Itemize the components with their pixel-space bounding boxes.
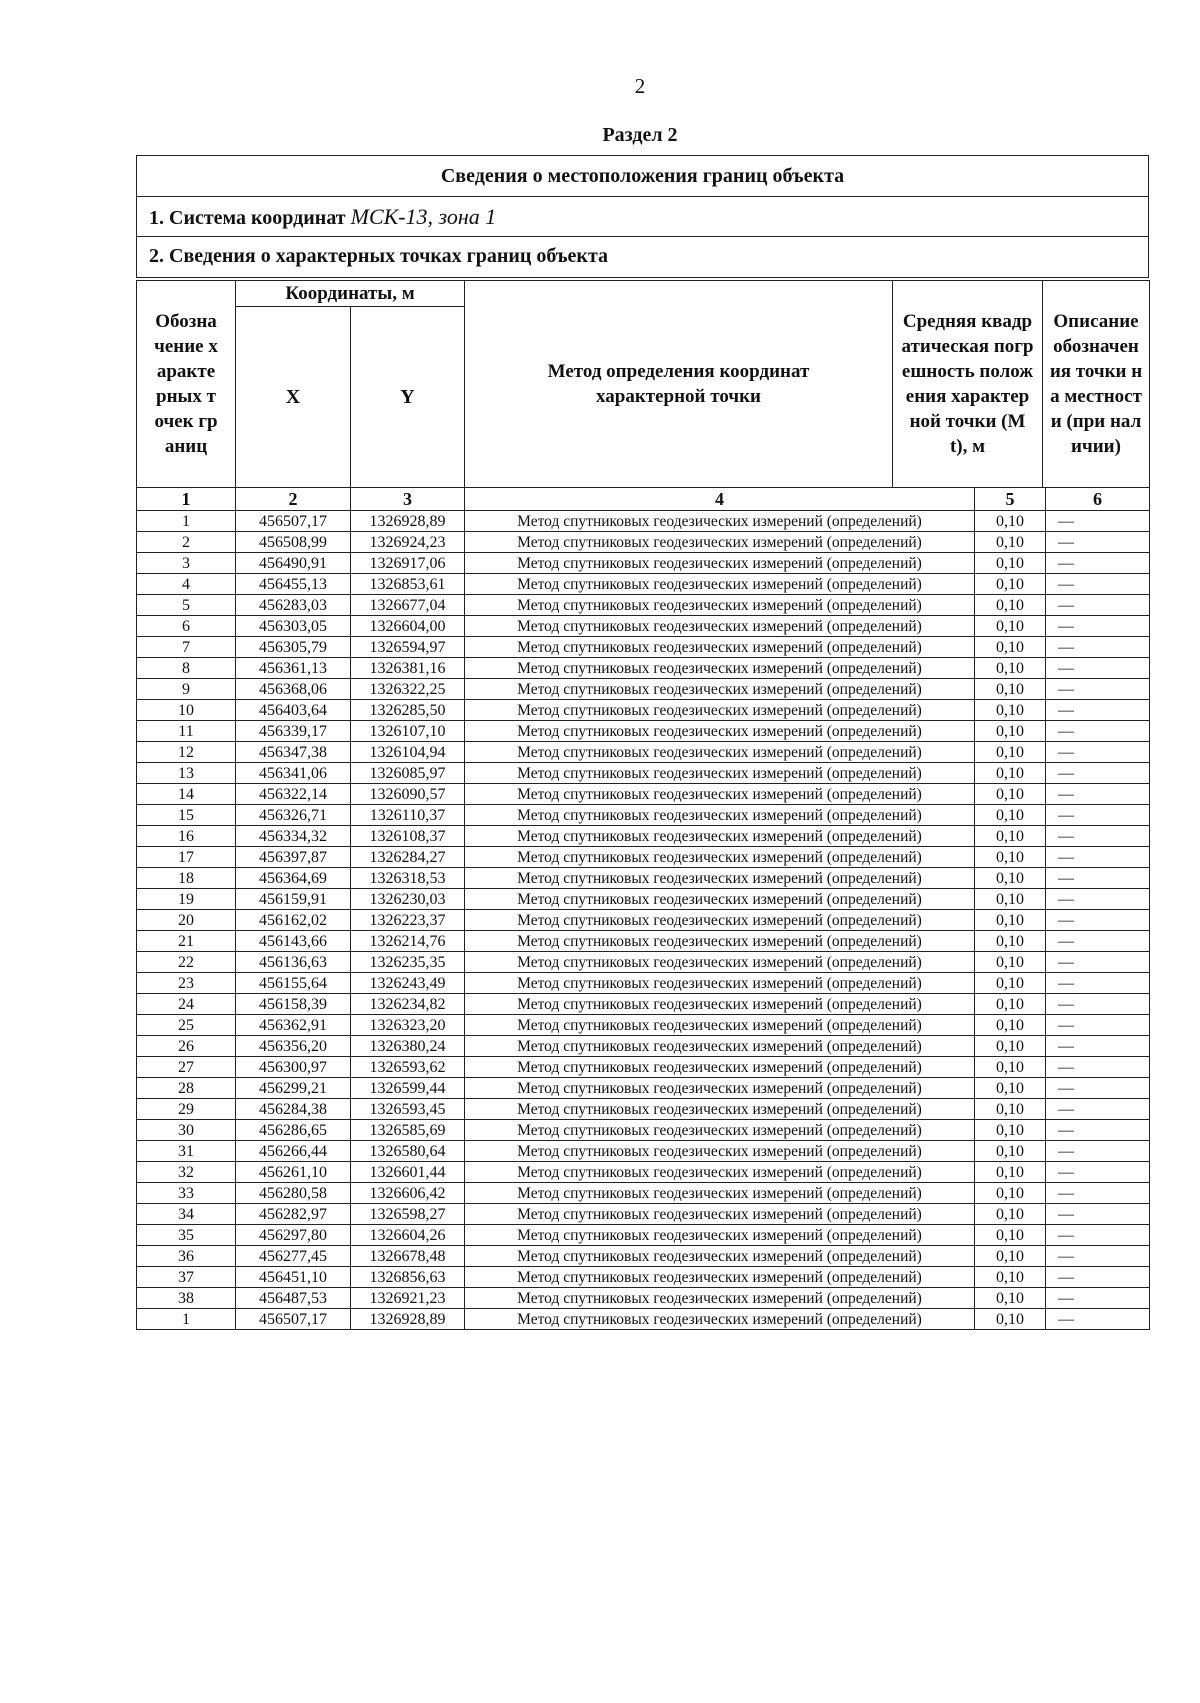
point-number: 15 bbox=[137, 805, 236, 826]
point-number: 13 bbox=[137, 763, 236, 784]
point-number: 14 bbox=[137, 784, 236, 805]
point-description: — bbox=[1046, 574, 1150, 595]
point-description: — bbox=[1046, 1057, 1150, 1078]
point-error: 0,10 bbox=[975, 847, 1046, 868]
point-method: Метод спутниковых геодезических измерений (определений) bbox=[465, 973, 975, 994]
point-y: 1326678,48 bbox=[351, 1246, 465, 1267]
point-method: Метод спутниковых геодезических измерений (определений) bbox=[465, 1204, 975, 1225]
table-row bbox=[137, 784, 1150, 805]
point-error: 0,10 bbox=[975, 532, 1046, 553]
point-description: — bbox=[1046, 679, 1150, 700]
point-number: 26 bbox=[137, 1036, 236, 1057]
table-row bbox=[137, 1162, 1150, 1183]
point-y: 1326593,45 bbox=[351, 1099, 465, 1120]
table-row bbox=[137, 847, 1150, 868]
point-method: Метод спутниковых геодезических измерений (определений) bbox=[465, 679, 975, 700]
point-error: 0,10 bbox=[975, 511, 1046, 532]
table-row bbox=[137, 1183, 1150, 1204]
point-x: 456284,38 bbox=[236, 1099, 351, 1120]
point-error: 0,10 bbox=[975, 1036, 1046, 1057]
table-row bbox=[137, 700, 1150, 721]
point-error: 0,10 bbox=[975, 553, 1046, 574]
point-y: 1326599,44 bbox=[351, 1078, 465, 1099]
point-error: 0,10 bbox=[975, 1015, 1046, 1036]
point-number: 2 bbox=[137, 532, 236, 553]
points-table-header bbox=[136, 280, 1150, 488]
point-x: 456299,21 bbox=[236, 1078, 351, 1099]
point-y: 1326853,61 bbox=[351, 574, 465, 595]
point-method: Метод спутниковых геодезических измерений (определений) bbox=[465, 1162, 975, 1183]
point-y: 1326214,76 bbox=[351, 931, 465, 952]
point-description: — bbox=[1046, 616, 1150, 637]
coordinate-system-value: МСК-13, зона 1 bbox=[350, 204, 497, 229]
point-number: 1 bbox=[137, 511, 236, 532]
point-description: — bbox=[1046, 889, 1150, 910]
point-method: Метод спутниковых геодезических измерений (определений) bbox=[465, 952, 975, 973]
point-x: 456143,66 bbox=[236, 931, 351, 952]
point-y: 1326323,20 bbox=[351, 1015, 465, 1036]
point-method: Метод спутниковых геодезических измерений (определений) bbox=[465, 1099, 975, 1120]
col-number: 4 bbox=[465, 488, 975, 511]
point-method: Метод спутниковых геодезических измерений (определений) bbox=[465, 910, 975, 931]
point-error: 0,10 bbox=[975, 1120, 1046, 1141]
point-y: 1326606,42 bbox=[351, 1183, 465, 1204]
point-description: — bbox=[1046, 805, 1150, 826]
section-title: Раздел 2 bbox=[602, 124, 678, 146]
point-description: — bbox=[1046, 973, 1150, 994]
point-y: 1326235,35 bbox=[351, 952, 465, 973]
point-x: 456490,91 bbox=[236, 553, 351, 574]
point-method: Метод спутниковых геодезических измерений (определений) bbox=[465, 721, 975, 742]
point-error: 0,10 bbox=[975, 574, 1046, 595]
point-error: 0,10 bbox=[975, 679, 1046, 700]
table-row bbox=[137, 1246, 1150, 1267]
point-number: 12 bbox=[137, 742, 236, 763]
point-error: 0,10 bbox=[975, 1099, 1046, 1120]
point-description: — bbox=[1046, 721, 1150, 742]
point-number: 16 bbox=[137, 826, 236, 847]
point-x: 456507,17 bbox=[236, 1309, 351, 1330]
point-error: 0,10 bbox=[975, 1204, 1046, 1225]
point-x: 456303,05 bbox=[236, 616, 351, 637]
table-row bbox=[137, 952, 1150, 973]
point-error: 0,10 bbox=[975, 595, 1046, 616]
point-x: 456300,97 bbox=[236, 1057, 351, 1078]
point-method: Метод спутниковых геодезических измерений (определений) bbox=[465, 637, 975, 658]
point-x: 456368,06 bbox=[236, 679, 351, 700]
table-row bbox=[137, 1078, 1150, 1099]
point-description: — bbox=[1046, 1225, 1150, 1246]
point-x: 456297,80 bbox=[236, 1225, 351, 1246]
point-method: Метод спутниковых геодезических измерений (определений) bbox=[465, 700, 975, 721]
point-x: 456451,10 bbox=[236, 1267, 351, 1288]
col-number: 1 bbox=[137, 488, 236, 511]
point-x: 456266,44 bbox=[236, 1141, 351, 1162]
table-row bbox=[137, 931, 1150, 952]
point-method: Метод спутниковых геодезических измерений (определений) bbox=[465, 994, 975, 1015]
point-number: 35 bbox=[137, 1225, 236, 1246]
boundary-info-frame bbox=[136, 155, 1149, 278]
point-x: 456286,65 bbox=[236, 1120, 351, 1141]
point-description: — bbox=[1046, 1267, 1150, 1288]
point-error: 0,10 bbox=[975, 742, 1046, 763]
point-error: 0,10 bbox=[975, 1078, 1046, 1099]
point-method: Метод спутниковых геодезических измерений (определений) bbox=[465, 1267, 975, 1288]
point-number: 19 bbox=[137, 889, 236, 910]
point-y: 1326917,06 bbox=[351, 553, 465, 574]
table-row bbox=[137, 532, 1150, 553]
point-error: 0,10 bbox=[975, 721, 1046, 742]
point-y: 1326381,16 bbox=[351, 658, 465, 679]
point-description: — bbox=[1046, 742, 1150, 763]
point-x: 456361,13 bbox=[236, 658, 351, 679]
point-y: 1326604,26 bbox=[351, 1225, 465, 1246]
point-number: 20 bbox=[137, 910, 236, 931]
point-number: 9 bbox=[137, 679, 236, 700]
point-description: — bbox=[1046, 1036, 1150, 1057]
point-description: — bbox=[1046, 532, 1150, 553]
point-description: — bbox=[1046, 784, 1150, 805]
point-x: 456282,97 bbox=[236, 1204, 351, 1225]
table-row bbox=[137, 889, 1150, 910]
point-description: — bbox=[1046, 952, 1150, 973]
table-row bbox=[137, 1288, 1150, 1309]
col-number: 2 bbox=[236, 488, 351, 511]
point-error: 0,10 bbox=[975, 973, 1046, 994]
point-error: 0,10 bbox=[975, 889, 1046, 910]
table-row bbox=[137, 1309, 1150, 1330]
point-description: — bbox=[1046, 700, 1150, 721]
point-y: 1326677,04 bbox=[351, 595, 465, 616]
table-row bbox=[137, 1057, 1150, 1078]
point-method: Метод спутниковых геодезических измерений (определений) bbox=[465, 658, 975, 679]
table-row bbox=[137, 679, 1150, 700]
point-error: 0,10 bbox=[975, 868, 1046, 889]
table-row bbox=[137, 1141, 1150, 1162]
point-description: — bbox=[1046, 763, 1150, 784]
point-description: — bbox=[1046, 994, 1150, 1015]
point-method: Метод спутниковых геодезических измерений (определений) bbox=[465, 574, 975, 595]
table-row bbox=[137, 910, 1150, 931]
table-row bbox=[137, 637, 1150, 658]
point-number: 25 bbox=[137, 1015, 236, 1036]
point-y: 1326090,57 bbox=[351, 784, 465, 805]
col-number: 6 bbox=[1046, 488, 1150, 511]
point-description: — bbox=[1046, 1078, 1150, 1099]
point-y: 1326284,27 bbox=[351, 847, 465, 868]
point-error: 0,10 bbox=[975, 1267, 1046, 1288]
point-y: 1326318,53 bbox=[351, 868, 465, 889]
point-y: 1326928,89 bbox=[351, 511, 465, 532]
point-method: Метод спутниковых геодезических измерений (определений) bbox=[465, 1057, 975, 1078]
point-method: Метод спутниковых геодезических измерений (определений) bbox=[465, 1183, 975, 1204]
point-number: 4 bbox=[137, 574, 236, 595]
point-method: Метод спутниковых геодезических измерений (определений) bbox=[465, 931, 975, 952]
point-description: — bbox=[1046, 826, 1150, 847]
table-row bbox=[137, 574, 1150, 595]
point-x: 456397,87 bbox=[236, 847, 351, 868]
point-method: Метод спутниковых геодезических измерений (определений) bbox=[465, 595, 975, 616]
point-x: 456487,53 bbox=[236, 1288, 351, 1309]
point-description: — bbox=[1046, 1120, 1150, 1141]
point-error: 0,10 bbox=[975, 1057, 1046, 1078]
point-method: Метод спутниковых геодезических измерений (определений) bbox=[465, 847, 975, 868]
header-x: X bbox=[236, 307, 351, 488]
point-error: 0,10 bbox=[975, 910, 1046, 931]
point-error: 0,10 bbox=[975, 931, 1046, 952]
point-method: Метод спутниковых геодезических измерений (определений) bbox=[465, 1246, 975, 1267]
point-number: 8 bbox=[137, 658, 236, 679]
point-y: 1326604,00 bbox=[351, 616, 465, 637]
point-method: Метод спутниковых геодезических измерений (определений) bbox=[465, 742, 975, 763]
table-row bbox=[137, 595, 1150, 616]
table-row bbox=[137, 1015, 1150, 1036]
table-row bbox=[137, 805, 1150, 826]
point-number: 1 bbox=[137, 1309, 236, 1330]
point-y: 1326285,50 bbox=[351, 700, 465, 721]
point-y: 1326104,94 bbox=[351, 742, 465, 763]
point-y: 1326107,10 bbox=[351, 721, 465, 742]
point-error: 0,10 bbox=[975, 1141, 1046, 1162]
point-x: 456305,79 bbox=[236, 637, 351, 658]
point-x: 456283,03 bbox=[236, 595, 351, 616]
point-error: 0,10 bbox=[975, 826, 1046, 847]
point-description: — bbox=[1046, 1246, 1150, 1267]
point-x: 456364,69 bbox=[236, 868, 351, 889]
point-number: 11 bbox=[137, 721, 236, 742]
point-error: 0,10 bbox=[975, 1183, 1046, 1204]
table-row bbox=[137, 973, 1150, 994]
point-description: — bbox=[1046, 1141, 1150, 1162]
point-x: 456326,71 bbox=[236, 805, 351, 826]
point-x: 456403,64 bbox=[236, 700, 351, 721]
table-row bbox=[137, 616, 1150, 637]
point-method: Метод спутниковых геодезических измерений (определений) bbox=[465, 1078, 975, 1099]
point-y: 1326593,62 bbox=[351, 1057, 465, 1078]
point-description: — bbox=[1046, 1015, 1150, 1036]
point-error: 0,10 bbox=[975, 1162, 1046, 1183]
table-row bbox=[137, 1036, 1150, 1057]
point-x: 456507,17 bbox=[236, 511, 351, 532]
point-y: 1326223,37 bbox=[351, 910, 465, 931]
point-y: 1326924,23 bbox=[351, 532, 465, 553]
column-numbers-row bbox=[137, 488, 1150, 511]
point-x: 456280,58 bbox=[236, 1183, 351, 1204]
point-method: Метод спутниковых геодезических измерений (определений) bbox=[465, 1036, 975, 1057]
table-row bbox=[137, 721, 1150, 742]
point-method: Метод спутниковых геодезических измерений (определений) bbox=[465, 553, 975, 574]
point-y: 1326243,49 bbox=[351, 973, 465, 994]
point-method: Метод спутниковых геодезических измерений (определений) bbox=[465, 784, 975, 805]
point-x: 456339,17 bbox=[236, 721, 351, 742]
point-y: 1326234,82 bbox=[351, 994, 465, 1015]
point-error: 0,10 bbox=[975, 616, 1046, 637]
point-y: 1326594,97 bbox=[351, 637, 465, 658]
point-y: 1326598,27 bbox=[351, 1204, 465, 1225]
point-x: 456136,63 bbox=[236, 952, 351, 973]
point-y: 1326580,64 bbox=[351, 1141, 465, 1162]
point-x: 456162,02 bbox=[236, 910, 351, 931]
point-method: Метод спутниковых геодезических измерений (определений) bbox=[465, 1225, 975, 1246]
header-designation: Обозначение характерных точек границ bbox=[137, 281, 236, 488]
point-number: 30 bbox=[137, 1120, 236, 1141]
point-description: — bbox=[1046, 1288, 1150, 1309]
point-method: Метод спутниковых геодезических измерений (определений) bbox=[465, 1288, 975, 1309]
table-row bbox=[137, 1267, 1150, 1288]
point-number: 10 bbox=[137, 700, 236, 721]
table-row bbox=[137, 742, 1150, 763]
point-y: 1326322,25 bbox=[351, 679, 465, 700]
point-y: 1326601,44 bbox=[351, 1162, 465, 1183]
point-y: 1326928,89 bbox=[351, 1309, 465, 1330]
point-x: 456334,32 bbox=[236, 826, 351, 847]
point-method: Метод спутниковых геодезических измерений (определений) bbox=[465, 826, 975, 847]
table-row bbox=[137, 1120, 1150, 1141]
point-method: Метод спутниковых геодезических измерений (определений) bbox=[465, 1309, 975, 1330]
point-description: — bbox=[1046, 910, 1150, 931]
point-number: 34 bbox=[137, 1204, 236, 1225]
point-x: 456261,10 bbox=[236, 1162, 351, 1183]
point-number: 36 bbox=[137, 1246, 236, 1267]
point-number: 5 bbox=[137, 595, 236, 616]
point-description: — bbox=[1046, 553, 1150, 574]
point-error: 0,10 bbox=[975, 784, 1046, 805]
points-table bbox=[136, 487, 1150, 1330]
point-error: 0,10 bbox=[975, 658, 1046, 679]
point-number: 6 bbox=[137, 616, 236, 637]
table-row bbox=[137, 1225, 1150, 1246]
point-method: Метод спутниковых геодезических измерений (определений) bbox=[465, 1141, 975, 1162]
point-x: 456347,38 bbox=[236, 742, 351, 763]
point-method: Метод спутниковых геодезических измерений (определений) bbox=[465, 1120, 975, 1141]
col-number: 5 bbox=[975, 488, 1046, 511]
point-description: — bbox=[1046, 1162, 1150, 1183]
header-description: Описание обозначения точки на местности (при наличии) bbox=[1043, 281, 1150, 488]
point-method: Метод спутниковых геодезических измерений (определений) bbox=[465, 868, 975, 889]
point-y: 1326585,69 bbox=[351, 1120, 465, 1141]
point-error: 0,10 bbox=[975, 1225, 1046, 1246]
point-y: 1326230,03 bbox=[351, 889, 465, 910]
point-error: 0,10 bbox=[975, 763, 1046, 784]
point-y: 1326380,24 bbox=[351, 1036, 465, 1057]
table-row bbox=[137, 763, 1150, 784]
point-method: Метод спутниковых геодезических измерений (определений) bbox=[465, 1015, 975, 1036]
point-number: 23 bbox=[137, 973, 236, 994]
point-x: 456322,14 bbox=[236, 784, 351, 805]
point-method: Метод спутниковых геодезических измерений (определений) bbox=[465, 805, 975, 826]
point-error: 0,10 bbox=[975, 952, 1046, 973]
point-number: 7 bbox=[137, 637, 236, 658]
table-row bbox=[137, 1099, 1150, 1120]
point-number: 33 bbox=[137, 1183, 236, 1204]
point-error: 0,10 bbox=[975, 1246, 1046, 1267]
point-description: — bbox=[1046, 637, 1150, 658]
point-error: 0,10 bbox=[975, 994, 1046, 1015]
point-number: 32 bbox=[137, 1162, 236, 1183]
point-description: — bbox=[1046, 847, 1150, 868]
point-y: 1326085,97 bbox=[351, 763, 465, 784]
table-row bbox=[137, 868, 1150, 889]
table-row bbox=[137, 658, 1150, 679]
point-x: 456341,06 bbox=[236, 763, 351, 784]
point-x: 456277,45 bbox=[236, 1246, 351, 1267]
points-heading: 2. Сведения о характерных точках границ объекта bbox=[149, 245, 609, 267]
table-row bbox=[137, 994, 1150, 1015]
point-method: Метод спутниковых геодезических измерений (определений) bbox=[465, 532, 975, 553]
point-number: 17 bbox=[137, 847, 236, 868]
point-number: 38 bbox=[137, 1288, 236, 1309]
point-number: 24 bbox=[137, 994, 236, 1015]
col-number: 3 bbox=[351, 488, 465, 511]
header-coordinates: Координаты, м bbox=[236, 281, 465, 307]
header-y: Y bbox=[351, 307, 465, 488]
point-number: 37 bbox=[137, 1267, 236, 1288]
header-method: Метод определения координат характерной точки bbox=[465, 281, 893, 488]
point-y: 1326921,23 bbox=[351, 1288, 465, 1309]
header-error: Средняя квадратическая погрешность положения характерной точки (Mt), м bbox=[893, 281, 1043, 488]
point-error: 0,10 bbox=[975, 1288, 1046, 1309]
point-description: — bbox=[1046, 868, 1150, 889]
table-row bbox=[137, 826, 1150, 847]
point-x: 456508,99 bbox=[236, 532, 351, 553]
point-error: 0,10 bbox=[975, 1309, 1046, 1330]
point-number: 31 bbox=[137, 1141, 236, 1162]
point-number: 21 bbox=[137, 931, 236, 952]
table-row bbox=[137, 553, 1150, 574]
point-number: 22 bbox=[137, 952, 236, 973]
point-description: — bbox=[1046, 1204, 1150, 1225]
page-number: 2 bbox=[634, 74, 646, 98]
point-number: 27 bbox=[137, 1057, 236, 1078]
point-number: 18 bbox=[137, 868, 236, 889]
point-description: — bbox=[1046, 931, 1150, 952]
point-description: — bbox=[1046, 1183, 1150, 1204]
point-number: 29 bbox=[137, 1099, 236, 1120]
point-description: — bbox=[1046, 595, 1150, 616]
point-number: 28 bbox=[137, 1078, 236, 1099]
point-x: 456362,91 bbox=[236, 1015, 351, 1036]
point-method: Метод спутниковых геодезических измерений (определений) bbox=[465, 763, 975, 784]
point-description: — bbox=[1046, 658, 1150, 679]
point-y: 1326856,63 bbox=[351, 1267, 465, 1288]
point-method: Метод спутниковых геодезических измерений (определений) bbox=[465, 511, 975, 532]
point-error: 0,10 bbox=[975, 637, 1046, 658]
point-x: 456159,91 bbox=[236, 889, 351, 910]
point-error: 0,10 bbox=[975, 805, 1046, 826]
table-row bbox=[137, 511, 1150, 532]
point-x: 456155,64 bbox=[236, 973, 351, 994]
point-number: 3 bbox=[137, 553, 236, 574]
point-error: 0,10 bbox=[975, 700, 1046, 721]
point-x: 456158,39 bbox=[236, 994, 351, 1015]
point-description: — bbox=[1046, 1309, 1150, 1330]
table-row bbox=[137, 1204, 1150, 1225]
point-method: Метод спутниковых геодезических измерений (определений) bbox=[465, 616, 975, 637]
frame-title: Сведения о местоположения границ объекта bbox=[137, 156, 1148, 197]
point-y: 1326108,37 bbox=[351, 826, 465, 847]
coordinate-system-label: 1. Система координат bbox=[149, 207, 351, 229]
point-y: 1326110,37 bbox=[351, 805, 465, 826]
point-method: Метод спутниковых геодезических измерений (определений) bbox=[465, 889, 975, 910]
point-x: 456455,13 bbox=[236, 574, 351, 595]
point-description: — bbox=[1046, 511, 1150, 532]
coordinate-system bbox=[137, 197, 1148, 237]
point-description: — bbox=[1046, 1099, 1150, 1120]
point-x: 456356,20 bbox=[236, 1036, 351, 1057]
